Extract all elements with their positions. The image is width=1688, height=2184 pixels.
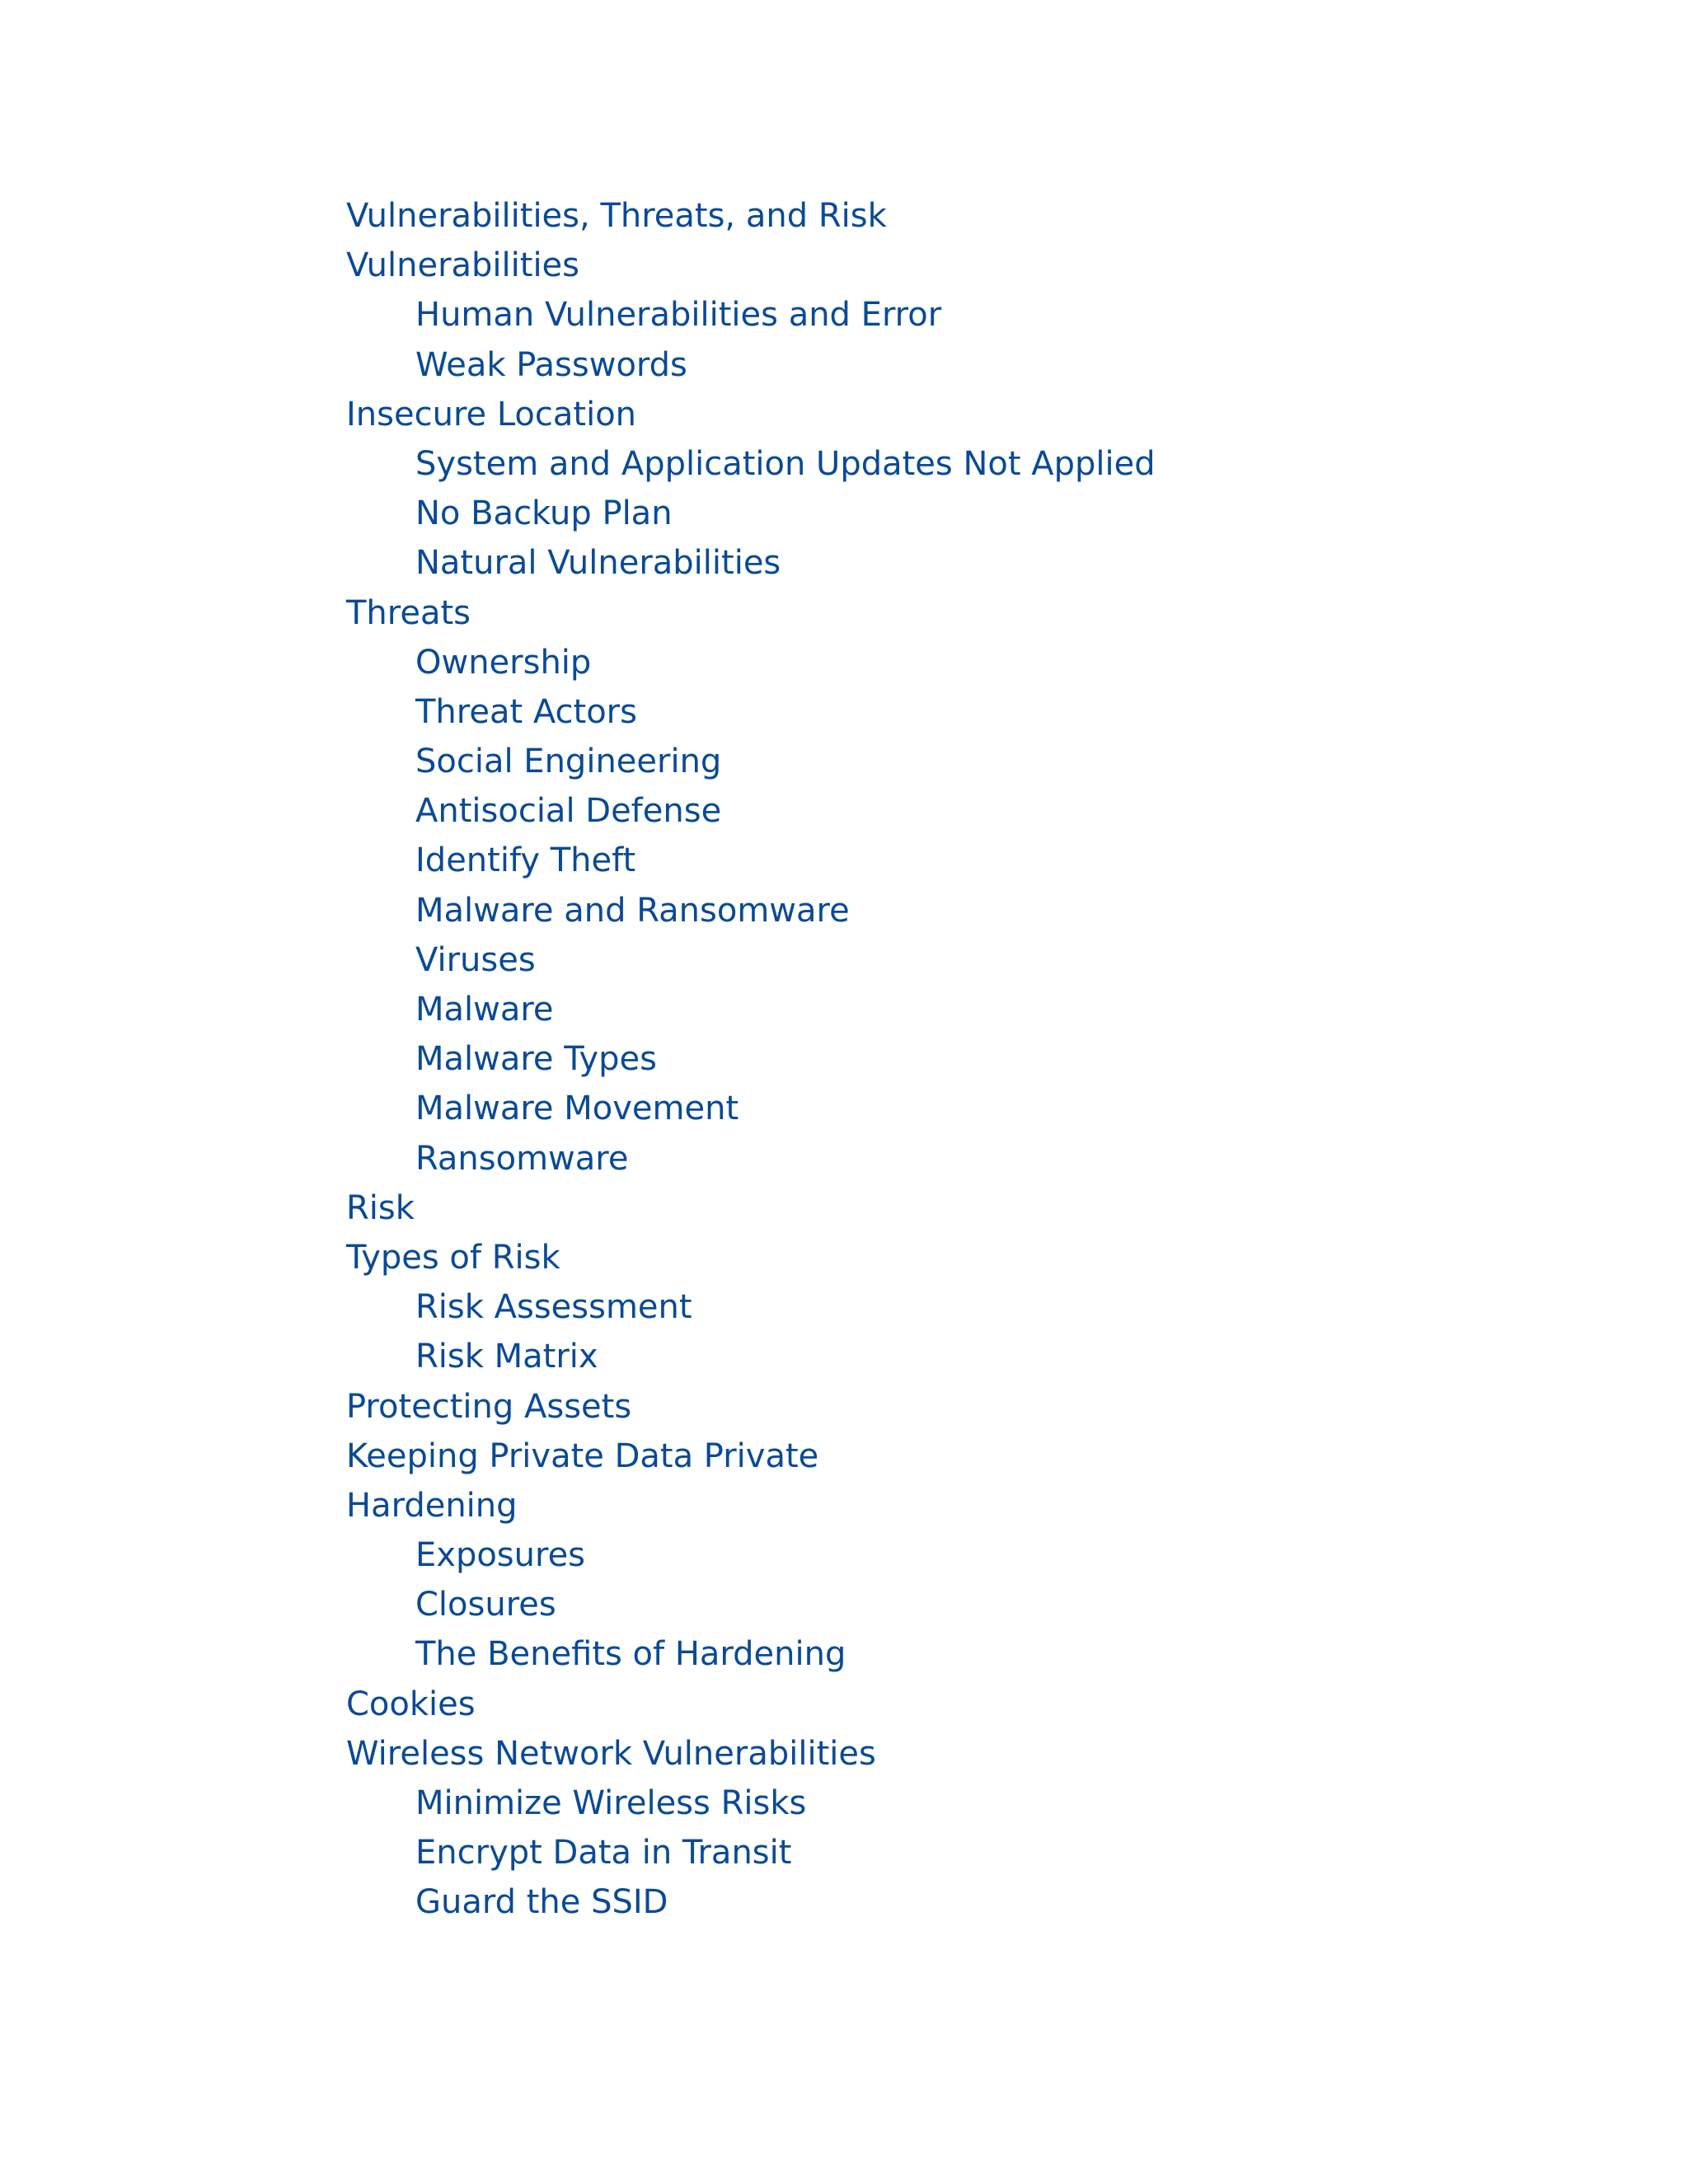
toc-subsection-link[interactable]: Malware and Ransomware [415,891,850,930]
toc-subsection-link[interactable]: Guard the SSID [415,1883,668,1922]
toc-subsection-link[interactable]: Malware Movement [415,1090,739,1128]
toc-subsection-link[interactable]: Weak Passwords [415,345,687,384]
toc-section-link[interactable]: Threats [346,593,471,632]
toc-section-link[interactable]: Insecure Location [346,395,637,434]
toc-subsection-link[interactable]: Human Vulnerabilities and Error [415,296,942,335]
toc-subsection-link[interactable]: Minimize Wireless Risks [415,1784,807,1822]
toc-section-link[interactable]: Keeping Private Data Private [346,1436,819,1475]
toc-subsection-link[interactable]: Risk Matrix [415,1338,598,1376]
toc-section-link[interactable]: Cookies [346,1685,476,1723]
toc-subsection-link[interactable]: Antisocial Defense [415,792,722,831]
toc-subsection-link[interactable]: System and Application Updates Not Applied [415,444,1156,483]
toc-section-link[interactable]: Risk [346,1188,415,1227]
toc-subsection-link[interactable]: No Backup Plan [415,494,673,533]
toc-section-link[interactable]: Wireless Network Vulnerabilities [346,1734,876,1773]
toc-section-link[interactable]: Types of Risk [346,1238,560,1277]
toc-subsection-link[interactable]: Viruses [415,940,536,979]
toc-subsection-link[interactable]: Malware Types [415,1040,657,1079]
toc-section-link[interactable]: Vulnerabilities, Threats, and Risk [346,197,887,235]
toc-subsection-link[interactable]: Natural Vulnerabilities [415,544,781,583]
toc-section-link[interactable]: Protecting Assets [346,1387,632,1426]
toc-subsection-link[interactable]: Encrypt Data in Transit [415,1834,792,1872]
toc-subsection-link[interactable]: The Benefits of Hardening [415,1635,846,1674]
toc-subsection-link[interactable]: Ownership [415,643,592,682]
toc-section-link[interactable]: Hardening [346,1486,518,1525]
toc-subsection-link[interactable]: Risk Assessment [415,1288,692,1327]
toc-section-link[interactable]: Vulnerabilities [346,246,580,285]
toc-subsection-link[interactable]: Social Engineering [415,743,722,781]
toc-subsection-link[interactable]: Identify Theft [415,841,636,880]
toc-subsection-link[interactable]: Closures [415,1586,556,1624]
toc-subsection-link[interactable]: Threat Actors [415,692,637,731]
toc-subsection-link[interactable]: Ransomware [415,1139,629,1178]
table-of-contents [346,191,1156,1928]
toc-subsection-link[interactable]: Exposures [415,1536,586,1575]
toc-subsection-link[interactable]: Malware [415,991,554,1029]
